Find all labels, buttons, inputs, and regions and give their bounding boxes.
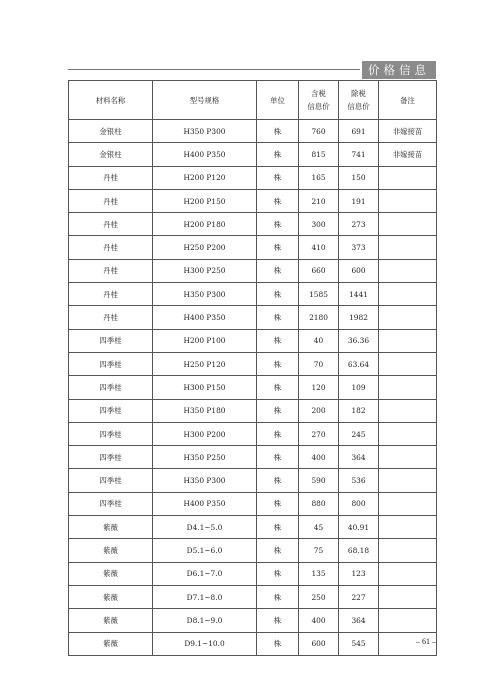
cell-name: 四季桂 bbox=[69, 446, 153, 469]
cell-price-incl: 135 bbox=[299, 562, 339, 585]
cell-unit: 株 bbox=[257, 352, 299, 375]
cell-name: 丹桂 bbox=[69, 189, 153, 212]
table-row bbox=[69, 352, 437, 375]
cell-price-incl: 75 bbox=[299, 539, 339, 562]
cell-name: 金银柱 bbox=[69, 143, 153, 166]
cell-name: 紫薇 bbox=[69, 539, 153, 562]
cell-remark bbox=[379, 516, 437, 539]
col-header-price-incl-line2: 信息价 bbox=[307, 102, 330, 111]
col-header-unit: 单位 bbox=[257, 81, 299, 120]
cell-price-incl: 590 bbox=[299, 469, 339, 492]
cell-remark bbox=[379, 399, 437, 422]
table-row bbox=[69, 283, 437, 306]
col-header-price-incl bbox=[299, 81, 339, 120]
cell-remark bbox=[379, 329, 437, 352]
cell-remark bbox=[379, 259, 437, 282]
cell-remark: 非嫁接苗 bbox=[379, 120, 437, 143]
cell-name: 四季桂 bbox=[69, 492, 153, 515]
section-banner: 价格信息 bbox=[362, 61, 436, 79]
cell-price-excl: 364 bbox=[339, 446, 379, 469]
cell-price-excl: 741 bbox=[339, 143, 379, 166]
cell-price-incl: 250 bbox=[299, 585, 339, 608]
cell-price-excl: 691 bbox=[339, 120, 379, 143]
cell-spec: H300 P250 bbox=[153, 259, 257, 282]
cell-remark bbox=[379, 352, 437, 375]
cell-spec: D9.1~10.0 bbox=[153, 632, 257, 655]
cell-price-excl: 1441 bbox=[339, 283, 379, 306]
cell-name: 紫薇 bbox=[69, 585, 153, 608]
cell-unit: 株 bbox=[257, 236, 299, 259]
table-row bbox=[69, 329, 437, 352]
cell-price-excl: 273 bbox=[339, 213, 379, 236]
cell-price-excl: 63.64 bbox=[339, 352, 379, 375]
cell-price-excl: 373 bbox=[339, 236, 379, 259]
cell-spec: D4.1~5.0 bbox=[153, 516, 257, 539]
cell-name: 丹桂 bbox=[69, 283, 153, 306]
cell-price-incl: 410 bbox=[299, 236, 339, 259]
table-row bbox=[69, 189, 437, 212]
cell-price-excl: 109 bbox=[339, 376, 379, 399]
cell-unit: 株 bbox=[257, 399, 299, 422]
cell-spec: H400 P350 bbox=[153, 492, 257, 515]
cell-remark: 非嫁接苗 bbox=[379, 143, 437, 166]
cell-unit: 株 bbox=[257, 632, 299, 655]
cell-price-incl: 400 bbox=[299, 609, 339, 632]
price-table bbox=[68, 80, 437, 656]
cell-spec: H350 P300 bbox=[153, 283, 257, 306]
cell-name: 四季桂 bbox=[69, 469, 153, 492]
cell-spec: H350 P180 bbox=[153, 399, 257, 422]
cell-name: 紫薇 bbox=[69, 516, 153, 539]
cell-remark bbox=[379, 422, 437, 445]
cell-unit: 株 bbox=[257, 469, 299, 492]
cell-spec: H300 P200 bbox=[153, 422, 257, 445]
cell-price-incl: 600 bbox=[299, 632, 339, 655]
table-row bbox=[69, 446, 437, 469]
cell-name: 紫薇 bbox=[69, 562, 153, 585]
cell-unit: 株 bbox=[257, 539, 299, 562]
cell-remark bbox=[379, 585, 437, 608]
cell-spec: H400 P350 bbox=[153, 143, 257, 166]
col-header-remark: 备注 bbox=[379, 81, 437, 120]
cell-price-incl: 815 bbox=[299, 143, 339, 166]
cell-price-incl: 210 bbox=[299, 189, 339, 212]
cell-unit: 株 bbox=[257, 585, 299, 608]
cell-remark bbox=[379, 376, 437, 399]
cell-price-incl: 400 bbox=[299, 446, 339, 469]
col-header-name: 材料名称 bbox=[69, 81, 153, 120]
cell-price-excl: 191 bbox=[339, 189, 379, 212]
cell-remark bbox=[379, 306, 437, 329]
cell-price-incl: 40 bbox=[299, 329, 339, 352]
table-row bbox=[69, 585, 437, 608]
cell-price-excl: 364 bbox=[339, 609, 379, 632]
cell-spec: H400 P350 bbox=[153, 306, 257, 329]
table-row bbox=[69, 259, 437, 282]
cell-spec: H300 P150 bbox=[153, 376, 257, 399]
cell-price-incl: 660 bbox=[299, 259, 339, 282]
cell-price-excl: 40.91 bbox=[339, 516, 379, 539]
cell-price-excl: 600 bbox=[339, 259, 379, 282]
table-row bbox=[69, 143, 437, 166]
col-header-spec: 型号规格 bbox=[153, 81, 257, 120]
cell-price-excl: 227 bbox=[339, 585, 379, 608]
cell-price-excl: 182 bbox=[339, 399, 379, 422]
table-row bbox=[69, 166, 437, 189]
cell-name: 四季桂 bbox=[69, 399, 153, 422]
header-rule bbox=[68, 69, 360, 70]
cell-spec: D7.1~8.0 bbox=[153, 585, 257, 608]
cell-unit: 株 bbox=[257, 120, 299, 143]
cell-price-excl: 800 bbox=[339, 492, 379, 515]
cell-spec: H250 P200 bbox=[153, 236, 257, 259]
cell-remark bbox=[379, 283, 437, 306]
cell-spec: H350 P300 bbox=[153, 120, 257, 143]
table-row bbox=[69, 516, 437, 539]
cell-unit: 株 bbox=[257, 213, 299, 236]
cell-price-incl: 165 bbox=[299, 166, 339, 189]
table-row bbox=[69, 539, 437, 562]
cell-remark bbox=[379, 492, 437, 515]
cell-unit: 株 bbox=[257, 259, 299, 282]
cell-remark bbox=[379, 189, 437, 212]
table-row bbox=[69, 632, 437, 655]
cell-name: 四季桂 bbox=[69, 376, 153, 399]
table-row bbox=[69, 422, 437, 445]
cell-spec: H350 P250 bbox=[153, 446, 257, 469]
cell-price-excl: 150 bbox=[339, 166, 379, 189]
cell-remark bbox=[379, 539, 437, 562]
cell-spec: H200 P100 bbox=[153, 329, 257, 352]
cell-remark bbox=[379, 469, 437, 492]
cell-price-incl: 880 bbox=[299, 492, 339, 515]
table-row bbox=[69, 469, 437, 492]
table-body bbox=[69, 120, 437, 656]
cell-price-excl: 68.18 bbox=[339, 539, 379, 562]
cell-name: 四季桂 bbox=[69, 329, 153, 352]
cell-unit: 株 bbox=[257, 189, 299, 212]
cell-price-incl: 760 bbox=[299, 120, 339, 143]
cell-name: 金银柱 bbox=[69, 120, 153, 143]
cell-price-incl: 300 bbox=[299, 213, 339, 236]
cell-spec: H200 P150 bbox=[153, 189, 257, 212]
table-row bbox=[69, 306, 437, 329]
cell-remark bbox=[379, 236, 437, 259]
cell-unit: 株 bbox=[257, 609, 299, 632]
cell-name: 四季桂 bbox=[69, 352, 153, 375]
cell-unit: 株 bbox=[257, 422, 299, 445]
cell-unit: 株 bbox=[257, 283, 299, 306]
table-row bbox=[69, 376, 437, 399]
cell-name: 丹桂 bbox=[69, 306, 153, 329]
table-row bbox=[69, 236, 437, 259]
cell-name: 丹桂 bbox=[69, 213, 153, 236]
cell-remark bbox=[379, 562, 437, 585]
cell-price-incl: 200 bbox=[299, 399, 339, 422]
cell-price-incl: 70 bbox=[299, 352, 339, 375]
cell-unit: 株 bbox=[257, 516, 299, 539]
col-header-price-excl-line2: 信息价 bbox=[347, 102, 370, 111]
cell-unit: 株 bbox=[257, 492, 299, 515]
table-row bbox=[69, 120, 437, 143]
cell-price-incl: 270 bbox=[299, 422, 339, 445]
cell-price-excl: 536 bbox=[339, 469, 379, 492]
cell-price-incl: 2180 bbox=[299, 306, 339, 329]
cell-spec: D5.1~6.0 bbox=[153, 539, 257, 562]
page-number: – 61 – bbox=[416, 637, 436, 646]
cell-unit: 株 bbox=[257, 376, 299, 399]
cell-name: 紫薇 bbox=[69, 609, 153, 632]
cell-unit: 株 bbox=[257, 166, 299, 189]
table-header-row bbox=[69, 81, 437, 120]
col-header-price-excl bbox=[339, 81, 379, 120]
table-row bbox=[69, 609, 437, 632]
col-header-price-excl-line1: 除税 bbox=[351, 89, 366, 98]
cell-price-excl: 545 bbox=[339, 632, 379, 655]
cell-price-incl: 45 bbox=[299, 516, 339, 539]
cell-name: 紫薇 bbox=[69, 632, 153, 655]
cell-unit: 株 bbox=[257, 329, 299, 352]
cell-spec: H200 P180 bbox=[153, 213, 257, 236]
cell-remark bbox=[379, 213, 437, 236]
cell-price-incl: 1585 bbox=[299, 283, 339, 306]
cell-unit: 株 bbox=[257, 306, 299, 329]
table-row bbox=[69, 213, 437, 236]
cell-unit: 株 bbox=[257, 446, 299, 469]
col-header-price-incl-line1: 含税 bbox=[311, 89, 326, 98]
cell-name: 四季桂 bbox=[69, 422, 153, 445]
cell-spec: H200 P120 bbox=[153, 166, 257, 189]
cell-unit: 株 bbox=[257, 143, 299, 166]
cell-spec: H350 P300 bbox=[153, 469, 257, 492]
cell-price-excl: 36.36 bbox=[339, 329, 379, 352]
cell-spec: H250 P120 bbox=[153, 352, 257, 375]
cell-price-excl: 245 bbox=[339, 422, 379, 445]
table-row bbox=[69, 562, 437, 585]
cell-remark bbox=[379, 609, 437, 632]
table-row bbox=[69, 492, 437, 515]
cell-name: 丹桂 bbox=[69, 166, 153, 189]
cell-price-excl: 123 bbox=[339, 562, 379, 585]
cell-price-incl: 120 bbox=[299, 376, 339, 399]
cell-remark bbox=[379, 446, 437, 469]
table-row bbox=[69, 399, 437, 422]
cell-price-excl: 1982 bbox=[339, 306, 379, 329]
cell-name: 丹桂 bbox=[69, 259, 153, 282]
cell-remark bbox=[379, 166, 437, 189]
cell-spec: D6.1~7.0 bbox=[153, 562, 257, 585]
cell-unit: 株 bbox=[257, 562, 299, 585]
cell-spec: D8.1~9.0 bbox=[153, 609, 257, 632]
cell-name: 丹桂 bbox=[69, 236, 153, 259]
